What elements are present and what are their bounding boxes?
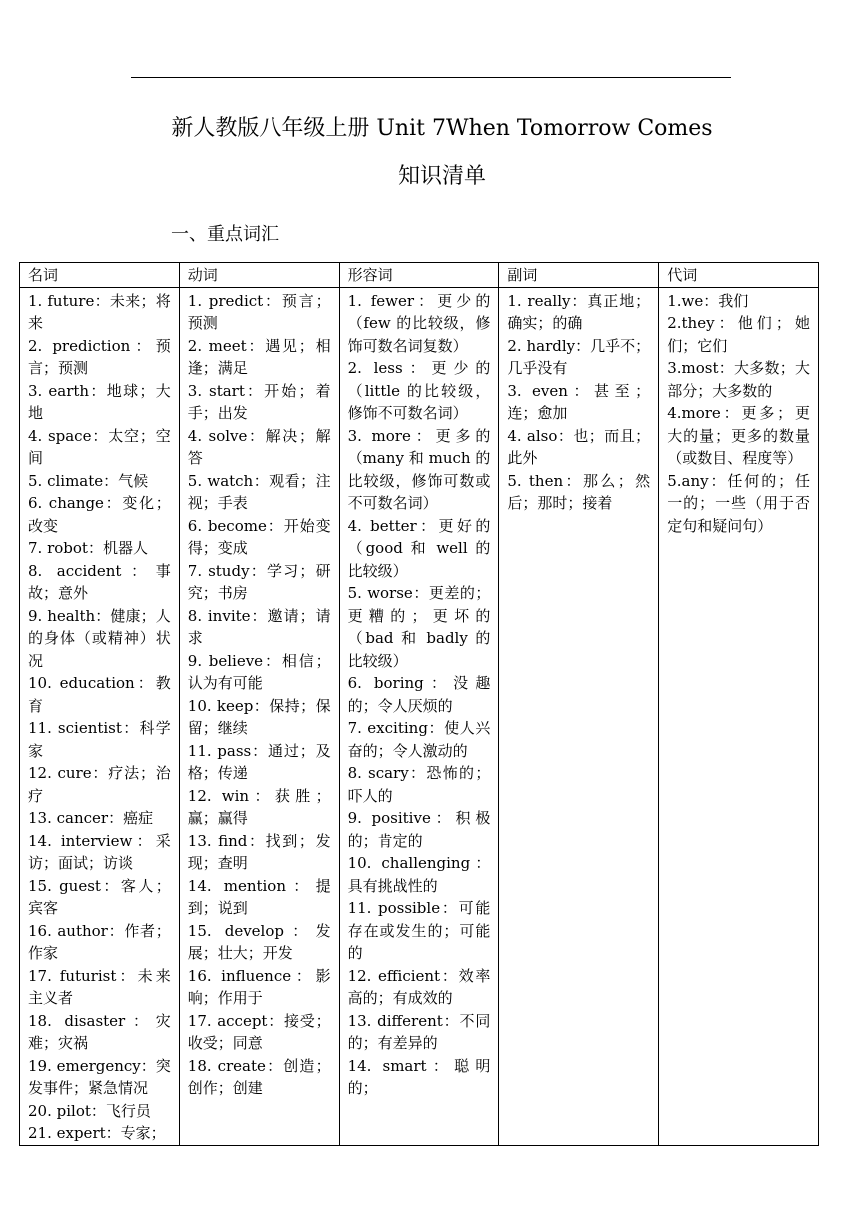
vocab-entry: 19. emergency：突发事件；紧急情况 [28,1056,171,1097]
vocab-entry: 7. robot：机器人 [28,539,148,557]
vocab-entry: 14. mention：提到；说到 [187,876,331,917]
vocab-entry: 6. boring：没趣的；令人厌烦的 [347,674,491,715]
vocab-entry: 8. scary：恐怖的；吓人的 [347,764,491,805]
vocab-entry: 1. predict：预言；预测 [187,291,331,332]
vocab-entry: 3. start：开始；着手；出发 [187,381,331,422]
vocab-entry: 10. education：教育 [28,674,171,715]
vocab-entry: 18. create：创造；创作；创建 [187,1056,331,1097]
vocab-entry: 16. author：作者；作家 [28,921,171,962]
vocab-entry: 15. develop：发展；壮大；开发 [187,921,331,962]
vocab-entry: 17. futurist：未来主义者 [28,966,171,1007]
vocab-entry: 16. influence：影响；作用于 [187,966,331,1007]
vocab-entry: 2. hardly：几乎不；几乎没有 [507,336,651,377]
vocab-entry: 1. future：未来；将来 [28,291,171,332]
vocab-entry: 5. worse：更差的；更糟的；更坏的（bad 和 badly 的比较级） [347,584,491,670]
vocab-entry: 5.any：任何的；任一的；一些（用于否定句和疑问句） [667,471,810,535]
header-noun: 名词 [20,263,180,288]
vocab-entry: 4. better：更好的（good 和 well 的比较级） [347,516,491,580]
vocab-entry: 13. cancer：癌症 [28,809,154,827]
vocab-entry: 11. pass：通过；及格；传递 [187,741,331,782]
vocab-entry: 5. then：那么；然后；那时；接着 [507,471,651,512]
vocab-entry: 8. accident：事故；意外 [28,561,171,602]
vocab-entry: 12. efficient：效率高的；有成效的 [347,966,491,1007]
vocab-entry: 9. health：健康；人的身体（或精神）状况 [28,606,171,670]
table-body-row [20,287,819,1145]
vocab-entry: 20. pilot：飞行员 [28,1101,151,1120]
vocab-entry: 3. earth：地球；大地 [28,381,171,422]
vocab-entry: 4.more：更多；更大的量；更多的数量（或数目、程度等） [667,404,810,467]
top-rule [131,77,731,78]
vocab-entry: 7. exciting：使人兴奋的；令人激动的 [347,719,491,760]
vocab-entry: 4. solve：解决；解答 [187,426,331,467]
adjective-column [339,287,499,1145]
header-pronoun: 代词 [659,263,819,288]
vocab-entry: 12. win：获胜；赢；赢得 [187,786,331,827]
vocab-entry: 2.they：他们；她们；它们 [667,314,810,355]
vocab-entry: 18. disaster：灾难；灾祸 [28,1011,171,1052]
document-title: 新人教版八年级上册 Unit 7When Tomorrow Comes [171,116,713,141]
pronoun-column [659,287,819,1145]
vocab-entry: 1. fewer：更少的（few 的比较级，修饰可数名词复数） [347,291,491,355]
vocab-entry: 3. more：更多的（many 和 much 的比较级，修饰可数或不可数名词） [347,426,491,512]
vocab-entry: 2. meet：遇见；相逢；满足 [187,336,331,377]
vocab-entry: 1. really：真正地；确实；的确 [507,291,651,332]
document-subtitle: 知识清单 [397,164,486,189]
vocab-entry: 10. keep：保持；保留；继续 [187,696,331,737]
noun-column [20,287,180,1145]
adverb-column [499,287,659,1145]
verb-column [179,287,339,1145]
vocab-entry: 21. expert：专家； [28,1124,166,1142]
vocab-entry: 3. even：甚至；连；愈加 [507,381,651,422]
header-adverb: 副词 [499,263,659,288]
vocab-entry: 9. positive：积极的；肯定的 [347,809,491,850]
vocab-entry: 5. watch：观看；注视；手表 [187,471,331,512]
section-heading: 一、重点词汇 [171,224,279,245]
vocab-entry: 14. smart：聪明的； [347,1056,491,1097]
vocab-entry: 9. believe：相信；认为有可能 [187,651,331,692]
vocab-entry: 14. interview：采访；面试；访谈 [28,831,171,872]
vocab-entry: 13. different：不同的；有差异的 [347,1011,491,1052]
vocab-entry: 7. study：学习；研究；书房 [187,561,331,602]
vocab-entry: 3.most：大多数；大部分；大多数的 [667,359,810,400]
header-verb: 动词 [179,263,339,288]
header-adjective: 形容词 [339,263,499,288]
vocab-entry: 11. scientist：科学家 [28,719,171,760]
vocab-entry: 5. climate：气候 [28,471,149,490]
vocab-entry: 2. less：更少的（little 的比较级，修饰不可数名词） [347,359,491,422]
vocab-entry: 15. guest：客人；宾客 [28,876,171,917]
vocab-entry: 1.we：我们 [667,291,749,310]
vocab-entry: 13. find：找到；发现；查明 [187,831,331,872]
table-header-row [20,263,819,288]
vocab-entry: 6. change：变化；改变 [28,494,171,535]
vocab-entry: 6. become：开始变得；变成 [187,516,331,557]
vocab-entry: 12. cure：疗法；治疗 [28,764,171,805]
vocab-entry: 10. challenging：具有挑战性的 [347,854,491,895]
vocabulary-table [19,262,819,1146]
vocab-entry: 11. possible：可能存在或发生的；可能的 [347,899,491,962]
vocab-entry: 2. prediction：预言；预测 [28,336,171,377]
vocab-entry: 4. also：也；而且；此外 [507,426,651,467]
vocab-entry: 8. invite：邀请；请求 [187,606,331,647]
vocab-entry: 4. space：太空；空间 [28,426,171,467]
vocab-entry: 17. accept：接受；收受；同意 [187,1011,331,1052]
